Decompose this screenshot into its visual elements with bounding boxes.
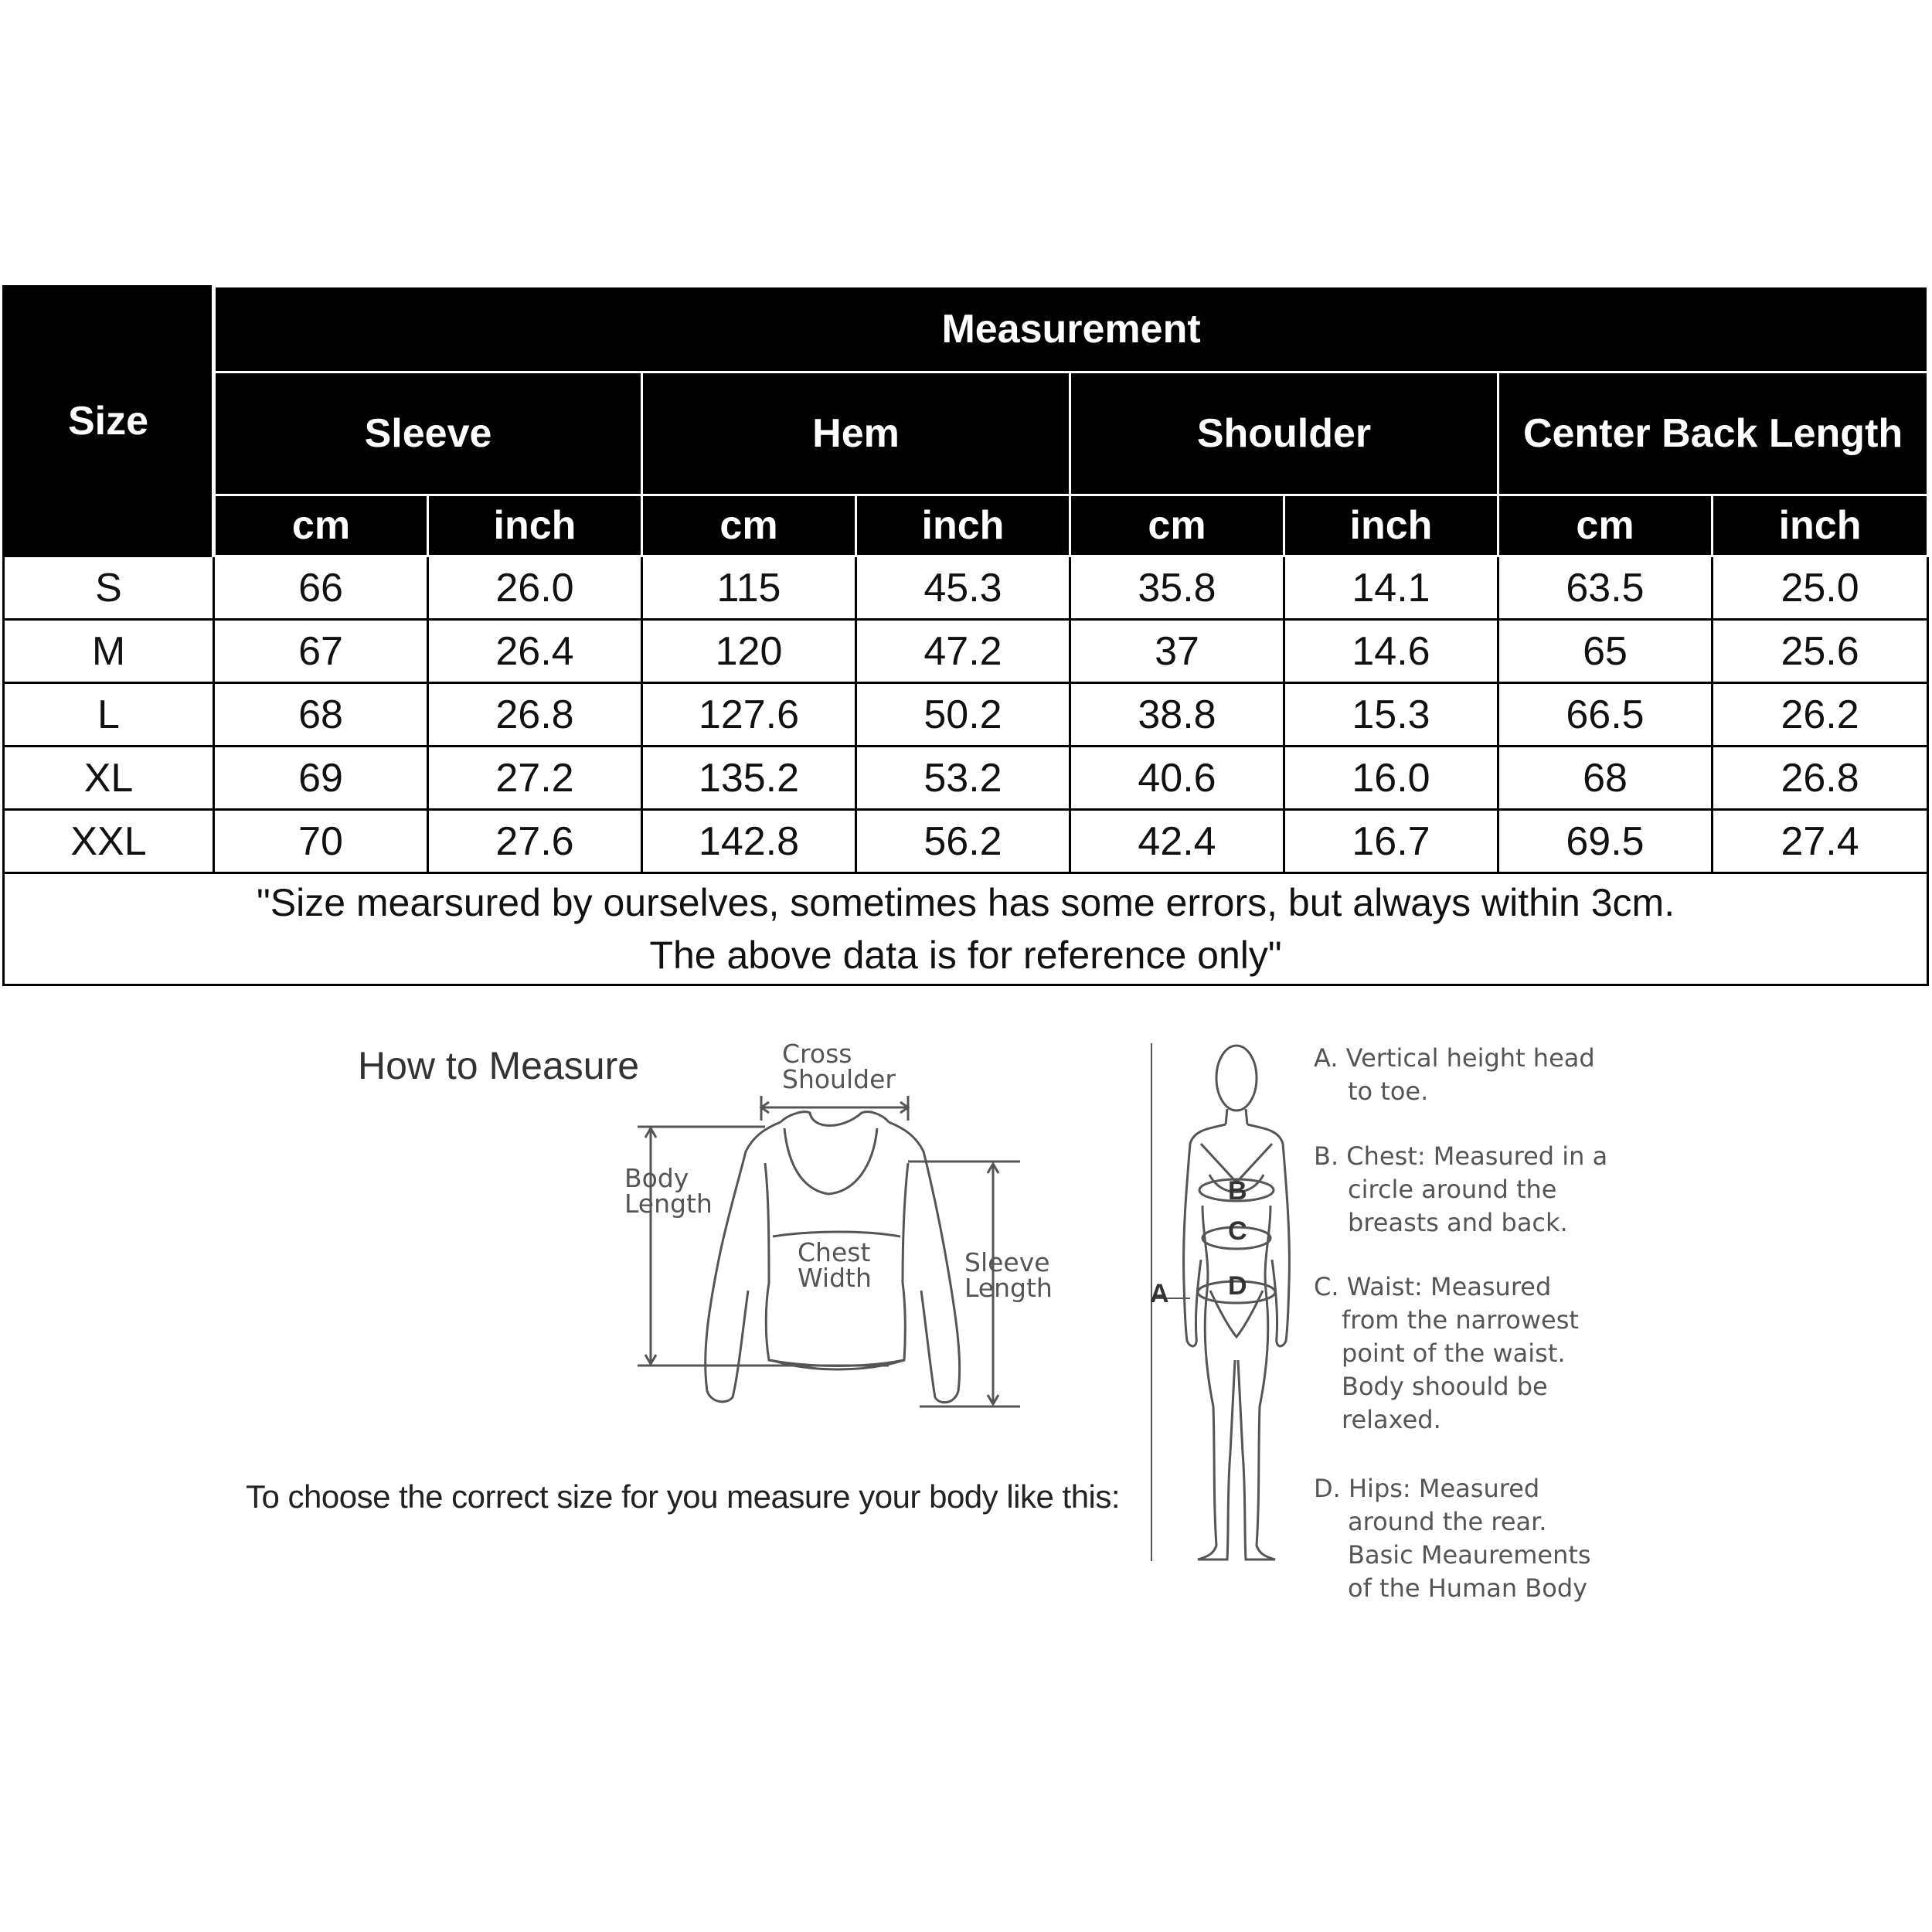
value-cell: 50.2 [856, 683, 1070, 747]
note-line: Basic Meaurements [1348, 1540, 1591, 1570]
unit-header: cm [214, 495, 428, 556]
value-cell: 68 [1498, 747, 1713, 810]
cross-shoulder-label: Cross Shoulder [782, 1039, 896, 1094]
value-cell: 66 [214, 556, 428, 620]
value-cell: 14.1 [1284, 556, 1498, 620]
value-cell: 27.4 [1713, 810, 1928, 873]
value-cell: 69.5 [1498, 810, 1713, 873]
value-cell: 25.6 [1713, 620, 1928, 683]
how-to-measure-title: How to Measure [358, 1044, 640, 1087]
size-cell: XL [4, 747, 214, 810]
note-line: to toe. [1348, 1077, 1429, 1106]
unit-header: inch [428, 495, 642, 556]
note-line: Body shoould be [1342, 1372, 1548, 1401]
body-letter-d: D [1228, 1271, 1247, 1301]
choose-size-instruction: To choose the correct size for you measure your body like this: [246, 1478, 1121, 1515]
measurement-note [1314, 1042, 1595, 1108]
note-line: circle around the [1348, 1175, 1557, 1204]
unit-header: inch [856, 495, 1070, 556]
body-letter-a: A [1150, 1279, 1169, 1308]
sleeve-length-label: Sleeve Length [964, 1247, 1053, 1303]
note-line: C. Waist: Measured [1314, 1272, 1552, 1301]
measurement-header: Measurement [214, 287, 1928, 372]
group-header-sleeve: Sleeve [214, 372, 642, 495]
group-header-shoulder: Shoulder [1070, 372, 1498, 495]
value-cell: 26.8 [1713, 747, 1928, 810]
group-header-hem: Hem [642, 372, 1070, 495]
note-line: from the narrowest [1342, 1305, 1579, 1335]
value-cell: 56.2 [856, 810, 1070, 873]
table-row [4, 556, 1928, 620]
note-line: A. Vertical height head [1314, 1043, 1595, 1073]
note-line: relaxed. [1342, 1405, 1441, 1434]
size-chart-table [2, 285, 1929, 986]
measurement-note [1314, 1270, 1579, 1437]
size-rows [4, 556, 1928, 873]
table-row [4, 620, 1928, 683]
value-cell: 25.0 [1713, 556, 1928, 620]
value-cell: 70 [214, 810, 428, 873]
value-cell: 16.0 [1284, 747, 1498, 810]
value-cell: 69 [214, 747, 428, 810]
value-cell: 35.8 [1070, 556, 1284, 620]
size-cell: S [4, 556, 214, 620]
value-cell: 26.8 [428, 683, 642, 747]
value-cell: 47.2 [856, 620, 1070, 683]
measurement-note [1314, 1140, 1607, 1240]
unit-header: inch [1284, 495, 1498, 556]
note-line: breasts and back. [1348, 1208, 1568, 1237]
size-note-line-2: The above data is for reference only" [649, 934, 1282, 977]
value-cell: 16.7 [1284, 810, 1498, 873]
body-length-label: Body Length [624, 1163, 713, 1219]
value-cell: 66.5 [1498, 683, 1713, 747]
value-cell: 40.6 [1070, 747, 1284, 810]
body-letter-c: C [1228, 1216, 1247, 1246]
value-cell: 26.4 [428, 620, 642, 683]
size-cell: XXL [4, 810, 214, 873]
table-row [4, 747, 1928, 810]
note-line: around the rear. [1348, 1507, 1547, 1536]
value-cell: 53.2 [856, 747, 1070, 810]
value-cell: 142.8 [642, 810, 856, 873]
value-cell: 26.0 [428, 556, 642, 620]
value-cell: 14.6 [1284, 620, 1498, 683]
value-cell: 135.2 [642, 747, 856, 810]
unit-header: inch [1713, 495, 1928, 556]
value-cell: 120 [642, 620, 856, 683]
table-row [4, 810, 1928, 873]
size-cell: L [4, 683, 214, 747]
value-cell: 127.6 [642, 683, 856, 747]
chest-width-label: Chest Width [798, 1237, 872, 1293]
value-cell: 67 [214, 620, 428, 683]
value-cell: 115 [642, 556, 856, 620]
value-cell: 27.6 [428, 810, 642, 873]
value-cell: 63.5 [1498, 556, 1713, 620]
note-line: of the Human Body [1348, 1573, 1588, 1603]
body-letter-b: B [1228, 1176, 1247, 1206]
size-header: Size [4, 287, 214, 556]
unit-header: cm [642, 495, 856, 556]
unit-header: cm [1498, 495, 1713, 556]
value-cell: 15.3 [1284, 683, 1498, 747]
note-line: point of the waist. [1342, 1338, 1566, 1368]
value-cell: 37 [1070, 620, 1284, 683]
value-cell: 27.2 [428, 747, 642, 810]
value-cell: 26.2 [1713, 683, 1928, 747]
size-cell: M [4, 620, 214, 683]
table-row [4, 683, 1928, 747]
group-header-center-back-length: Center Back Length [1498, 372, 1928, 495]
value-cell: 65 [1498, 620, 1713, 683]
size-note-line-1: "Size mearsured by ourselves, sometimes has some errors, but always within 3cm. [257, 881, 1675, 924]
value-cell: 38.8 [1070, 683, 1284, 747]
unit-header: cm [1070, 495, 1284, 556]
size-note [4, 873, 1928, 985]
note-line: B. Chest: Measured in a [1314, 1141, 1608, 1171]
value-cell: 45.3 [856, 556, 1070, 620]
note-line: D. Hips: Measured [1314, 1474, 1540, 1503]
value-cell: 68 [214, 683, 428, 747]
value-cell: 42.4 [1070, 810, 1284, 873]
measurement-note [1314, 1472, 1591, 1605]
